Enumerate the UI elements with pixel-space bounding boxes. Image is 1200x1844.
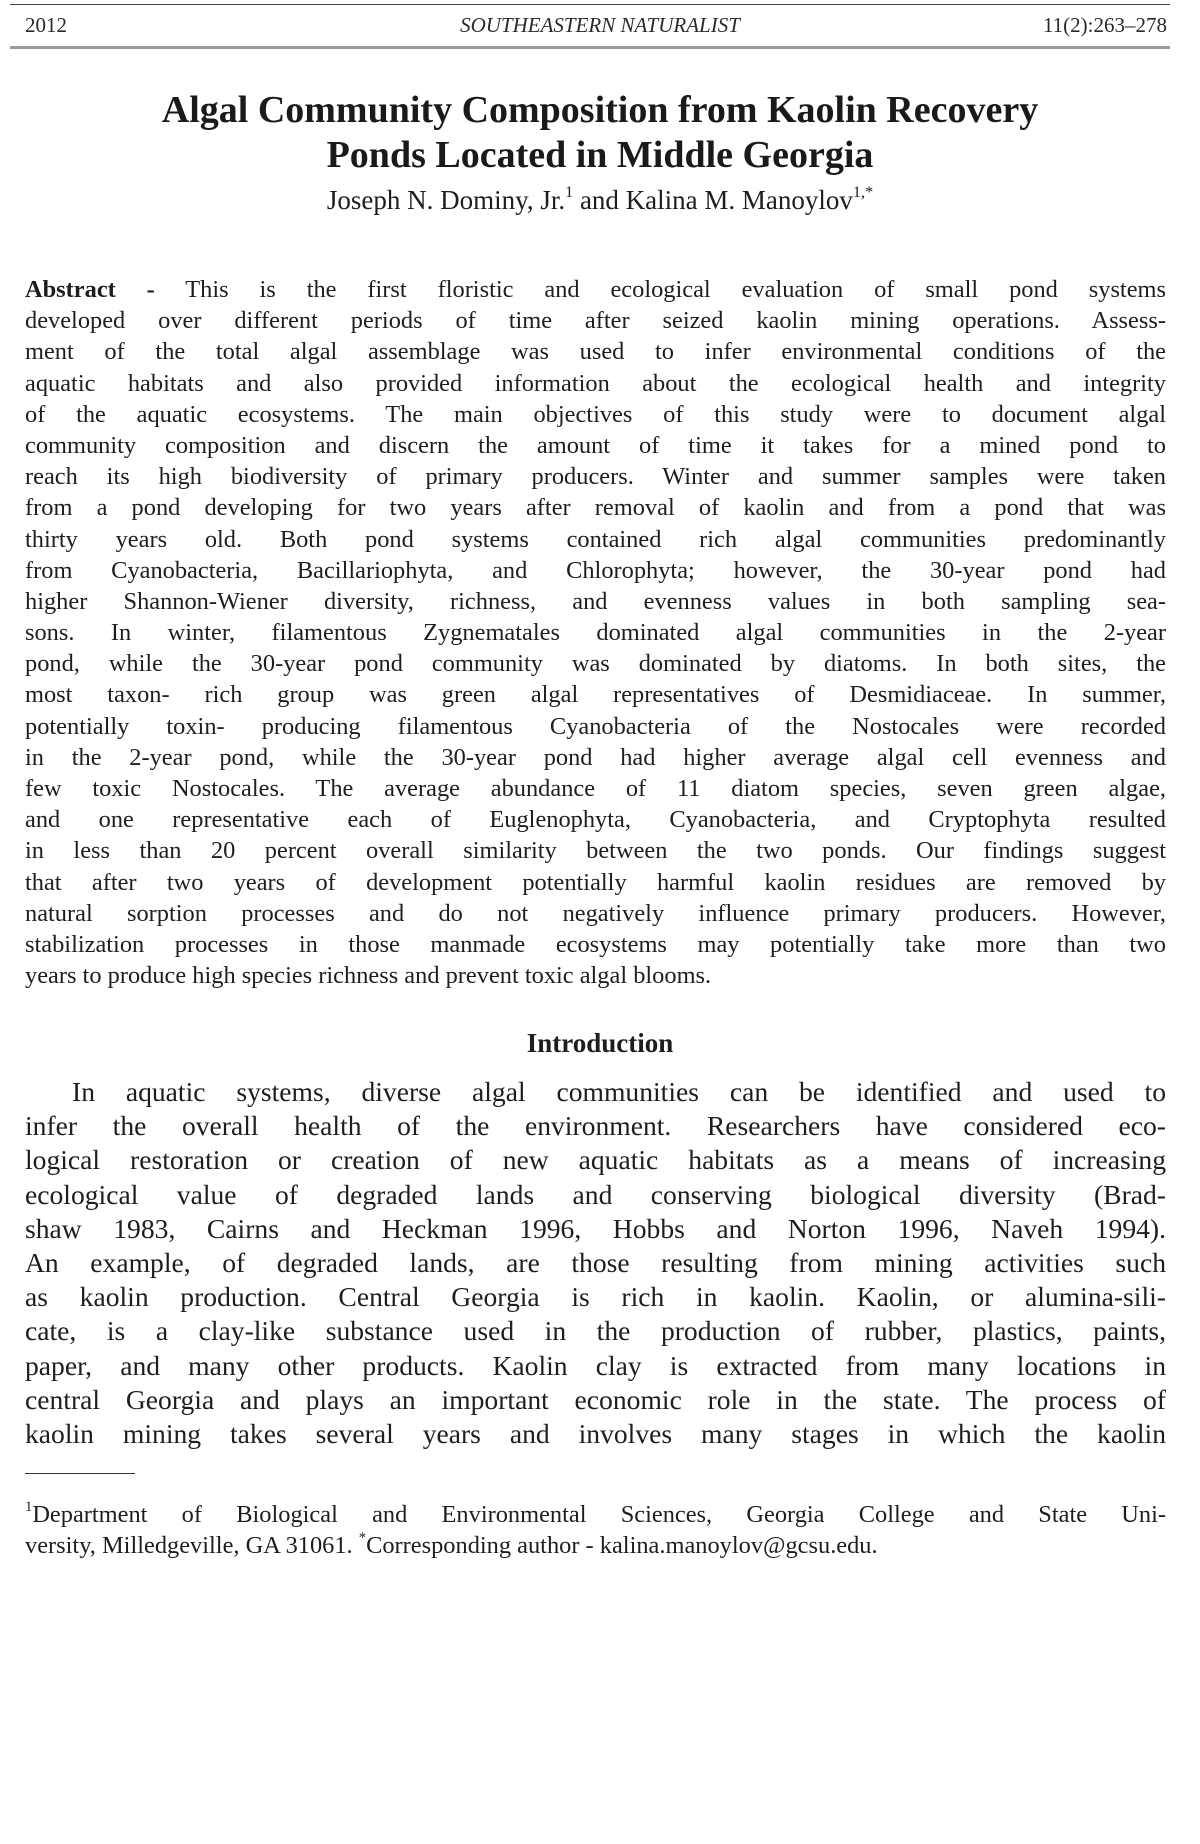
corresponding-author-mark: *: [358, 1530, 367, 1547]
abstract-line: thirty years old. Both pond systems contained rich algal communities predominantly: [25, 525, 1166, 553]
abstract-line: from Cyanobacteria, Bacillariophyta, and Chlorophyta; however, the 30-year pond had: [25, 556, 1166, 584]
volume-pages: 11(2):263–278: [1042, 13, 1167, 37]
header-bottom-rule: [10, 46, 1170, 49]
abstract-line: Abstract - This is the first floristic and ecological evaluation of small pond systems: [25, 276, 1166, 303]
header-top-rule: [10, 4, 1170, 5]
intro-line: ecological value of degraded lands and conserving biological diversity (Brad-: [25, 1178, 1166, 1210]
corresponding-author-email: Corresponding author - kalina.manoylov@gcsu.edu.: [366, 1532, 878, 1559]
article-title-line-2: Ponds Located in Middle Georgia: [326, 134, 874, 176]
abstract-line: community composition and discern the amount of time it takes for a mined pond to: [25, 431, 1166, 459]
author-2-affiliation-mark: 1,*: [852, 183, 874, 202]
abstract-line: in less than 20 percent overall similarity between the two ponds. Our findings suggest: [25, 837, 1166, 865]
author-1: Joseph N. Dominy, Jr.: [326, 185, 566, 215]
footnote-line: $^1$Department of Biological and Environmental Sciences, Georgia College and State Uni-: [25, 1499, 1166, 1528]
abstract-line: ment of the total algal assemblage was used to infer environmental conditions of the: [25, 338, 1166, 366]
abstract: [25, 274, 1166, 991]
abstract-line: potentially toxin- producing filamentous Cyanobacteria of the Nostocales were recorded: [25, 712, 1166, 740]
publication-year: 2012: [25, 13, 67, 37]
abstract-label: Abstract -: [25, 276, 155, 303]
abstract-line: most taxon- rich group was green algal representatives of Desmidiaceae. In summer,: [25, 681, 1166, 709]
introduction-body: [25, 1075, 1166, 1451]
abstract-line: years to produce high species richness and prevent toxic algal blooms.: [25, 962, 712, 990]
intro-line: kaolin mining takes several years and involves many stages in which the kaolin: [25, 1417, 1166, 1449]
intro-line: cate, is a clay-like substance used in the production of rubber, plastics, paints,: [25, 1315, 1166, 1347]
author-2: Kalina M. Manoylov: [625, 185, 853, 215]
author-list: [0, 183, 1200, 217]
abstract-line: aquatic habitats and also provided information about the ecological health and integrity: [25, 369, 1166, 397]
abstract-line: few toxic Nostocales. The average abundance of 11 diatom species, seven green algae,: [25, 775, 1166, 802]
footnote-line: versity, Milledgeville, GA 31061. *Corresponding author - kalina.manoylov@gcsu.edu.: [25, 1530, 878, 1559]
abstract-line: pond, while the 30-year pond community was dominated by diatoms. In both sites, the: [25, 650, 1166, 678]
abstract-line: natural sorption processes and do not negatively influence primary producers. However,: [25, 899, 1166, 927]
intro-line: paper, and many other products. Kaolin clay is extracted from many locations in: [25, 1349, 1166, 1381]
intro-line: as kaolin production. Central Georgia is rich in kaolin. Kaolin, or alumina-sili-: [25, 1281, 1166, 1313]
abstract-line: that after two years of development potentially harmful kaolin residues are removed by: [25, 868, 1166, 896]
abstract-line: in the 2-year pond, while the 30-year pond had higher average algal cell evenness and: [25, 743, 1166, 771]
footnote-rule: [25, 1473, 135, 1474]
abstract-line: reach its high biodiversity of primary producers. Winter and summer samples were taken: [25, 463, 1166, 491]
abstract-line: sons. In winter, filamentous Zygnematales dominated algal communities in the 2-year: [25, 619, 1166, 647]
abstract-line: of the aquatic ecosystems. The main objectives of this study were to document algal: [25, 400, 1166, 428]
abstract-line: developed over different periods of time after seized kaolin mining operations. Assess-: [25, 307, 1166, 335]
abstract-line: and one representative each of Euglenophyta, Cyanobacteria, and Cryptophyta resulted: [25, 806, 1166, 834]
intro-line: infer the overall health of the environment. Researchers have considered eco-: [25, 1110, 1166, 1142]
footnote-mark: 1: [25, 1499, 33, 1516]
abstract-line: stabilization processes in those manmade ecosystems may potentially take more than two: [25, 930, 1166, 958]
intro-line: An example, of degraded lands, are those resulting from mining activities such: [25, 1246, 1166, 1278]
intro-line: central Georgia and plays an important economic role in the state. The process of: [25, 1383, 1166, 1415]
intro-line: shaw 1983, Cairns and Heckman 1996, Hobbs and Norton 1996, Naveh 1994).: [25, 1212, 1166, 1244]
journal-name: SOUTHEASTERN NATURALIST: [460, 13, 740, 37]
author-1-affiliation-mark: 1: [565, 183, 574, 202]
abstract-line: higher Shannon-Wiener diversity, richness, and evenness values in both sampling sea-: [25, 587, 1166, 615]
intro-line: In aquatic systems, diverse algal communities can be identified and used to: [72, 1076, 1166, 1107]
section-heading-introduction: Introduction: [526, 1028, 674, 1058]
footnote: [25, 1499, 1166, 1561]
author-connector: and: [573, 185, 626, 215]
abstract-line: from a pond developing for two years after removal of kaolin and from a pond that was: [25, 494, 1166, 522]
intro-line: logical restoration or creation of new aquatic habitats as a means of increasing: [25, 1144, 1166, 1176]
article-title-line-1: Algal Community Composition from Kaolin Recovery: [161, 89, 1039, 131]
